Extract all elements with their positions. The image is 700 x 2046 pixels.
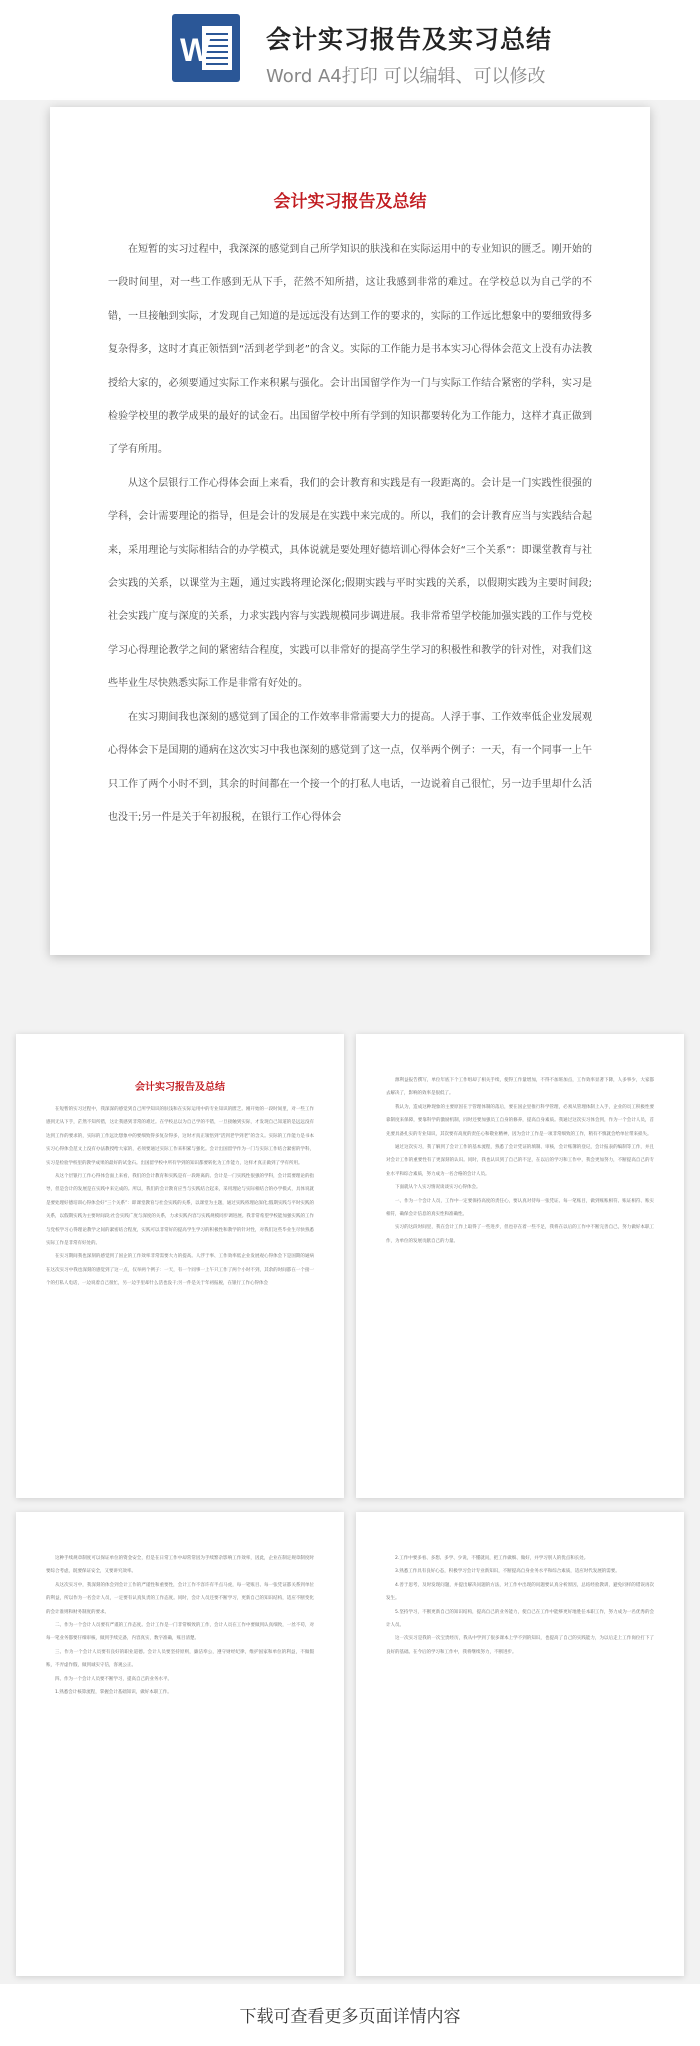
footer (0, 1984, 700, 2046)
thumbnail-paragraph: 这种手续规章制度可以保证单位的资金安全，但是在日常工作中却常常因为手续繁杂影响工作效率，因此，企业在制定规章制度时要综合考虑，既要保证安全，又要讲究效率。 (46, 1556, 314, 1575)
thumbnail-paragraph: 在短暂的实习过程中，我深深的感觉到自己所学知识的肤浅和在实际运用中的专业知识的匮乏。刚开始的一段时间里，对一些工作感到无从下手，茫然不知所措，这让我感到非常的难过。在学校总以为自己学的不错，一旦接触到实际，才发现自己知道的是远远没有达到工作的要求的，实际的工作远比想象中的要细致得多复杂得多，这时才真正领悟到“活到老学到老”的含义。实际的工作能力是书本实习心得体会范文上没有办法教授给大家的，必须要通过实际工作来积累与强化。会计出国留学作为一门与实际工作结合紧密的学科，实习是检验学校里的教学成果的最好的试金石。出国留学校中所有学到的知识都要转化为工作能力，这样才真正做到了学有所用。 (46, 1107, 314, 1166)
thumbnail-paragraph: 1.熟悉会计核算流程，掌握会计基础知识，做好本职工作。 (55, 1690, 172, 1696)
thumbnail-paragraph: 5.坚持学习，不断更新自己的知识结构，提高自己的业务能力，使自己在工作中能够更好地胜任本职工作，努力成为一名优秀的会计人员。 (386, 1609, 654, 1629)
thumbnail-body (356, 1512, 684, 1659)
page-thumbnail-4[interactable] (356, 1512, 684, 1976)
thumbnail-paragraph: 三、作为一个会计人员要有良好的职业道德。会计人员要坚持原则，廉洁奉公，遵守财经纪律，维护国家和单位的利益，不做假账，不弄虚作假，做到诚实守信，客观公正。 (46, 1649, 314, 1669)
page-thumbnail-2[interactable] (356, 1034, 684, 1498)
thumbnail-paragraph: 通过这次实习，我了解到了会计工作的基本流程，熟悉了会计凭证的填制、审核，会计账簿的登记，会计报表的编制等工作，并且对会计工作的重要性有了更深刻的认识。同时，我也认识到了自己的不足，在以后的学习和工作中，我会更加努力，不断提高自己的专业水平和综合素质，努力成为一名合格的会计人员。 (386, 1145, 654, 1177)
thumbnail-paragraph: 一、作为一个会计人员，工作中一定要保持高度的责任心，要认真对待每一张凭证、每一笔账目，做到账账相符、账证相符、账实相符，确保会计信息的真实性和准确性。 (386, 1198, 654, 1218)
thumbnail-paragraph: 二、作为一个会计人员要有严谨的工作态度。会计工作是一门非常细致的工作，会计人员在工作中要做到认真细致，一丝不苟，对每一笔业务都要仔细审核，做到手续完备，内容真实，数字准确，账目清楚。 (46, 1623, 314, 1642)
thumbnail-paragraph: 这一次实习是我的一次宝贵经历，我从中学到了很多课本上学不到的知识，也提高了自己的实践能力，为以后走上工作岗位打下了良好的基础。在今后的学习和工作中，我将继续努力，不断进步。 (386, 1636, 654, 1655)
thumbnail-body (16, 1103, 344, 1291)
thumbnail-paragraph: 实习的这段时间里，我在会计工作上取得了一些进步，但也存在着一些不足，我将在以后的工作中不断完善自己，努力做好本职工作，为单位的发展贡献自己的力量。 (386, 1225, 654, 1244)
thumbnail-paragraph: 源利益报告撰写，单位年底下个工作组却了相关手续，使得工作量增加，不得不加班加点，工作效率显著下降，人多事少，大家都去解决了，影响的效率是很低了。 (386, 1078, 654, 1097)
thumbnail-paragraph: 在实习期间我也深刻的感觉到了国企的工作效率非常需要大力的提高。人浮于事、工作效率低企业发展观心得体会下是国期的通病在这次实习中我也深刻的感觉到了这一点，仅举两个例子：一天，有一个同事一上午只工作了两个小时不到，其余的时间都在一个接一个的打私人电话，一边说着自己很忙，另一边手里却什么活也没干;另一件是关于年初报税，在银行工作心得体会 (46, 1254, 314, 1287)
thumbnail-paragraph: 2.工作中要多看、多想、多学、少说，不懂就问，把工作做细、做好，并学习别人的优点和长处。 (395, 1556, 589, 1561)
thumbnail-paragraph: 我认为，造成这种现象的主要原因在于管理体制的落后，要在国企里推行科学管理，必须从管理体制上入手，企业的员工积极性要靠制度来保障，要靠科学的激励机制，同时还要加强员工自身的修养，提高自身素质。我通过这次实习体会到，作为一个会计人员，首先要具备扎实的专业知识，其次要有高度的责任心和敬业精神，因为会计工作是一项非常细致的工作，稍有不慎就会给单位带来损失。 (386, 1104, 654, 1137)
thumbnail-paragraph: 下面就从个人实习情况谈谈实习心得体会。 (395, 1185, 481, 1191)
view-more-link[interactable]: 下载可查看更多页面详情内容 (239, 2007, 461, 2027)
thumbnail-paragraph: 四、作为一个会计人员要不断学习，提高自己的业务水平。 (55, 1676, 172, 1682)
page-title: 会计实习报告及实习总结 (266, 25, 553, 54)
document-paragraph: 在短暂的实习过程中，我深深的感觉到自己所学知识的肤浅和在实际运用中的专业知识的匮乏。刚开始的一段时间里，对一些工作感到无从下手，茫然不知所措，这让我感到非常的难过。在学校总以为自己学的不错，一旦接触到实际，才发现自己知道的是远远没有达到工作的要求的，实际的工作远比想象中的要细致得多复杂得多，这时才真正领悟到“活到老学到老”的含义。实际的工作能力是书本实习心得体会范文上没有办法教授给大家的，必须要通过实际工作来积累与强化。会计出国留学作为一门与实际工作结合紧密的学科，实习是检验学校里的教学成果的最好的试金石。出国留学校中所有学到的知识都要转化为工作能力，这样才真正做到了学有所用。 (108, 244, 592, 456)
thumbnail-body (16, 1512, 344, 1699)
page-subtitle: Word A4打印 可以编辑、可以修改 (266, 66, 546, 87)
document-preview-page (50, 107, 650, 955)
thumbnail-paragraph: 3.熟悉工作具有良好心态，积极学习会计专业新知识，不断提高自身业务水平和综合素质，适应时代发展的需要。 (395, 1569, 620, 1575)
document-paragraph: 在实习期间我也深刻的感觉到了国企的工作效率非常需要大力的提高。人浮于事、工作效率低企业发展观心得体会下是国期的通病在这次实习中我也深刻的感觉到了这一点，仅举两个例子：一天，有一个同事一上午只工作了两个小时不到，其余的时间都在一个接一个的打私人电话，一边说着自己很忙，另一边手里却什么活也没干;另一件是关于年初报税，在银行工作心得体会 (108, 711, 592, 823)
header (0, 0, 700, 100)
document-paragraph: 从这个层银行工作心得体会面上来看，我们的会计教育和实践是有一段距离的。会计是一门实践性很强的学科，会计需要理论的指导，但是会计的发展是在实践中来完成的。所以，我们的会计教育应当与实践结合起来，采用理论与实际相结合的办学模式，具体说就是要处理好德培训心得体会好“三个关系”：即课堂教育与社会实践的关系，以课堂为主题，通过实践将理论深化;假期实践与平时实践的关系，以假期实践为主要时间段;社会实践广度与深度的关系，力求实践内容与实践规模同步调进展。我非常希望学校能加强实践的工作与党校学习心得理论教学之间的紧密结合程度，实践可以非常好的提高学生学习的积极性和教学的针对性，对我们这些毕业生尽快熟悉实际工作是非常有好处的。 (108, 477, 592, 690)
document-body (108, 233, 592, 834)
thumbnail-paragraph: 从这次实习中，我深刻的体会到会计工作的严谨性和重要性，会计工作不容许有半点马虎，每一笔账目、每一张凭证都关系到单位的利益，所以作为一名会计人员，一定要有认真负责的工作态度。同时，会计人员还要不断学习，更新自己的知识结构，适应不断变化的会计准则和财务制度的要求。 (46, 1582, 314, 1615)
word-logo-letter: W (180, 32, 211, 68)
page-thumbnail-1[interactable] (16, 1034, 344, 1498)
thumbnail-title: 会计实习报告及总结 (135, 1082, 225, 1093)
word-document-icon (172, 14, 240, 82)
thumbnail-body (356, 1034, 684, 1248)
thumbnail-paragraph: 从这个层银行工作心得体会面上来看，我们的会计教育和实践是有一段距离的。会计是一门实践性很强的学科，会计需要理论的指导，但是会计的发展是在实践中来完成的。所以，我们的会计教育应当与实践结合起来，采用理论与实际相结合的办学模式，具体说就是要处理好德培训心得体会好“三个关系”：即课堂教育与社会实践的关系，以课堂为主题，通过实践将理论深化;假期实践与平时实践的关系，以假期实践为主要时间段;社会实践广度与深度的关系，力求实践内容与实践规模同步调进展。我非常希望学校能加强实践的工作与党校学习心得理论教学之间的紧密结合程度，实践可以非常好的提高学生学习的积极性和教学的针对性，对我们这些毕业生尽快熟悉实际工作是非常有好处的。 (46, 1174, 314, 1247)
thumbnail-paragraph: 4.善于思考，及时发现问题，并提出解决问题的方法，对工作中出现的问题要认真分析原因，总结经验教训，避免同样的错误再次发生。 (386, 1582, 654, 1602)
page-thumbnail-3[interactable] (16, 1512, 344, 1976)
document-title: 会计实习报告及总结 (273, 192, 427, 212)
